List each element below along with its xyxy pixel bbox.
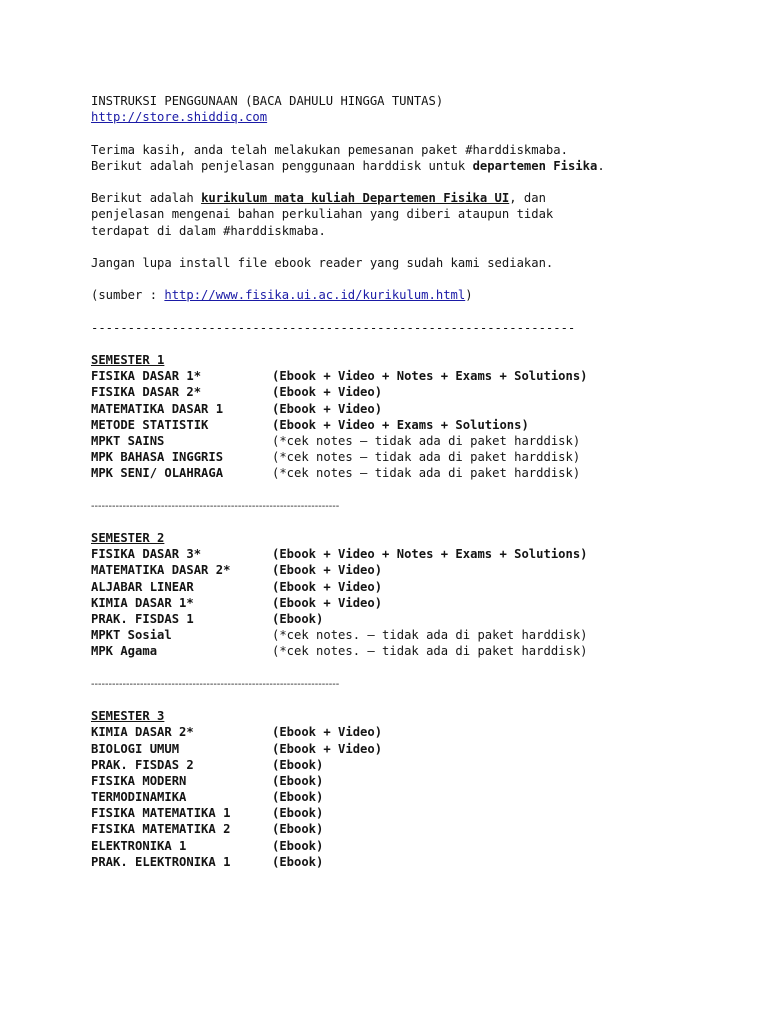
source-line: (sumber : http://www.fisika.ui.ac.id/kurikulum.html) bbox=[91, 288, 473, 303]
course-row: PRAK. FISDAS 2 (Ebook) bbox=[91, 757, 324, 772]
document-content bbox=[91, 93, 751, 870]
semester-2-title: SEMESTER 2 bbox=[91, 531, 165, 546]
course-row: METODE STATISTIK (Ebook + Video + Exams + Solutions) bbox=[91, 417, 529, 432]
store-link[interactable]: http://store.shiddiq.com bbox=[91, 110, 268, 125]
course-row: MPK Agama (*cek notes. – tidak ada di paket harddisk) bbox=[91, 644, 588, 659]
course-row: FISIKA MATEMATIKA 2 (Ebook) bbox=[91, 822, 324, 837]
course-row: FISIKA DASAR 2* (Ebook + Video) bbox=[91, 385, 383, 400]
semester-3-title: SEMESTER 3 bbox=[91, 709, 165, 724]
divider-long: ------------------------------------------------------------------ bbox=[91, 320, 576, 335]
course-row: FISIKA MATEMATIKA 1 (Ebook) bbox=[91, 806, 324, 821]
course-row: ELEKTRONIKA 1 (Ebook) bbox=[91, 838, 324, 853]
reminder-text: Jangan lupa install file ebook reader yang sudah kami sediakan. bbox=[91, 255, 554, 270]
intro-line-2: Berikut adalah penjelasan penggunaan harddisk untuk departemen Fisika. bbox=[91, 158, 605, 173]
course-row: KIMIA DASAR 1* (Ebook + Video) bbox=[91, 595, 383, 610]
curriculum-line-2: penjelasan mengenai bahan perkuliahan yang diberi ataupun tidak bbox=[91, 207, 554, 222]
course-row: KIMIA DASAR 2* (Ebook + Video) bbox=[91, 725, 383, 740]
intro-line-1: Terima kasih, anda telah melakukan pemesanan paket #harddiskmaba. bbox=[91, 142, 568, 157]
department-name: departemen Fisika bbox=[472, 158, 598, 173]
curriculum-line-1: Berikut adalah kurikulum mata kuliah Departemen Fisika UI, dan bbox=[91, 191, 546, 206]
semester-1-title: SEMESTER 1 bbox=[91, 353, 165, 367]
course-row: PRAK. FISDAS 1 (Ebook) bbox=[91, 612, 324, 626]
course-row: MATEMATIKA DASAR 2* (Ebook + Video) bbox=[91, 563, 383, 578]
document-title: INSTRUKSI PENGGUNAAN (BACA DAHULU HINGGA TUNTAS) bbox=[91, 94, 444, 108]
course-row: FISIKA DASAR 1* (Ebook + Video + Notes + Exams + Solutions) bbox=[91, 369, 588, 384]
source-link[interactable]: http://www.fisika.ui.ac.id/kurikulum.html bbox=[164, 288, 466, 303]
course-row: MATEMATIKA DASAR 1 (Ebook + Video) bbox=[91, 401, 383, 416]
curriculum-line-3: terdapat di dalam #harddiskmaba. bbox=[91, 223, 326, 238]
course-row: TERMODINAMIKA (Ebook) bbox=[91, 790, 324, 805]
course-row: MPKT Sosial (*cek notes. – tidak ada di paket harddisk) bbox=[91, 628, 588, 643]
curriculum-link[interactable]: kurikulum mata kuliah Departemen Fisika UI bbox=[201, 191, 510, 206]
course-row: MPKT SAINS (*cek notes – tidak ada di paket harddisk) bbox=[91, 433, 581, 448]
course-row: MPK BAHASA INGGRIS (*cek notes – tidak ada di paket harddisk) bbox=[91, 450, 581, 465]
divider-short: ----------------------------------------------------------------------- bbox=[91, 677, 340, 690]
course-row: BIOLOGI UMUM (Ebook + Video) bbox=[91, 741, 383, 756]
course-row: ALJABAR LINEAR (Ebook + Video) bbox=[91, 579, 383, 594]
course-row: MPK SENI/ OLAHRAGA (*cek notes – tidak ada di paket harddisk) bbox=[91, 466, 581, 481]
course-row: PRAK. ELEKTRONIKA 1 (Ebook) bbox=[91, 854, 324, 869]
course-row: FISIKA DASAR 3* (Ebook + Video + Notes + Exams + Solutions) bbox=[91, 547, 588, 562]
divider-short: ----------------------------------------------------------------------- bbox=[91, 499, 340, 512]
course-row: FISIKA MODERN (Ebook) bbox=[91, 773, 324, 788]
